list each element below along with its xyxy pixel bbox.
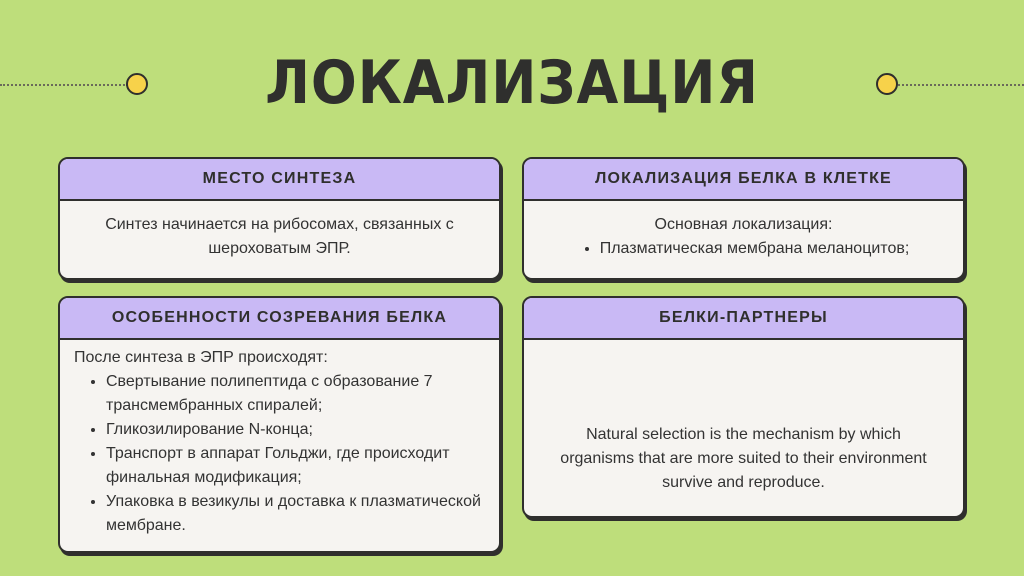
card-synthesis-header: МЕСТО СИНТЕЗА (60, 159, 499, 201)
card-maturation (58, 296, 501, 553)
card-partners-text: Natural selection is the mechanism by which organisms that are more suited to their environment survive and reproduce. (560, 426, 927, 491)
card-partners-header: БЕЛКИ-ПАРТНЕРЫ (524, 298, 963, 340)
card-partners (522, 296, 965, 518)
page-title: ЛОКАЛИЗАЦИЯ (265, 48, 759, 118)
card-synthesis (58, 157, 501, 280)
card-localization-list (578, 237, 910, 261)
card-localization-intro: Основная локализация: (654, 216, 833, 233)
list-item: • Гликозилирование N-конца; (106, 418, 485, 442)
card-maturation-header: ОСОБЕННОСТИ СОЗРЕВАНИЯ БЕЛКА (60, 298, 499, 340)
list-item: • Транспорт в аппарат Гольджи, где происходит финальная модификация; (106, 442, 485, 490)
list-item: • Свертывание полипептида с образование 7 трансмембранных спиралей; (106, 370, 485, 418)
list-item: • Упаковка в везикулы и доставка к плазматической мембране. (106, 490, 485, 538)
card-synthesis-text: Синтез начинается на рибосомах, связанных с шероховатым ЭПР. (105, 216, 454, 257)
card-localization-header: ЛОКАЛИЗАЦИЯ БЕЛКА В КЛЕТКЕ (524, 159, 963, 201)
list-item: • Плазматическая мембрана меланоцитов; (600, 237, 910, 261)
card-maturation-intro: После синтеза в ЭПР происходят: (74, 349, 328, 366)
card-maturation-list (74, 370, 485, 538)
card-localization (522, 157, 965, 280)
